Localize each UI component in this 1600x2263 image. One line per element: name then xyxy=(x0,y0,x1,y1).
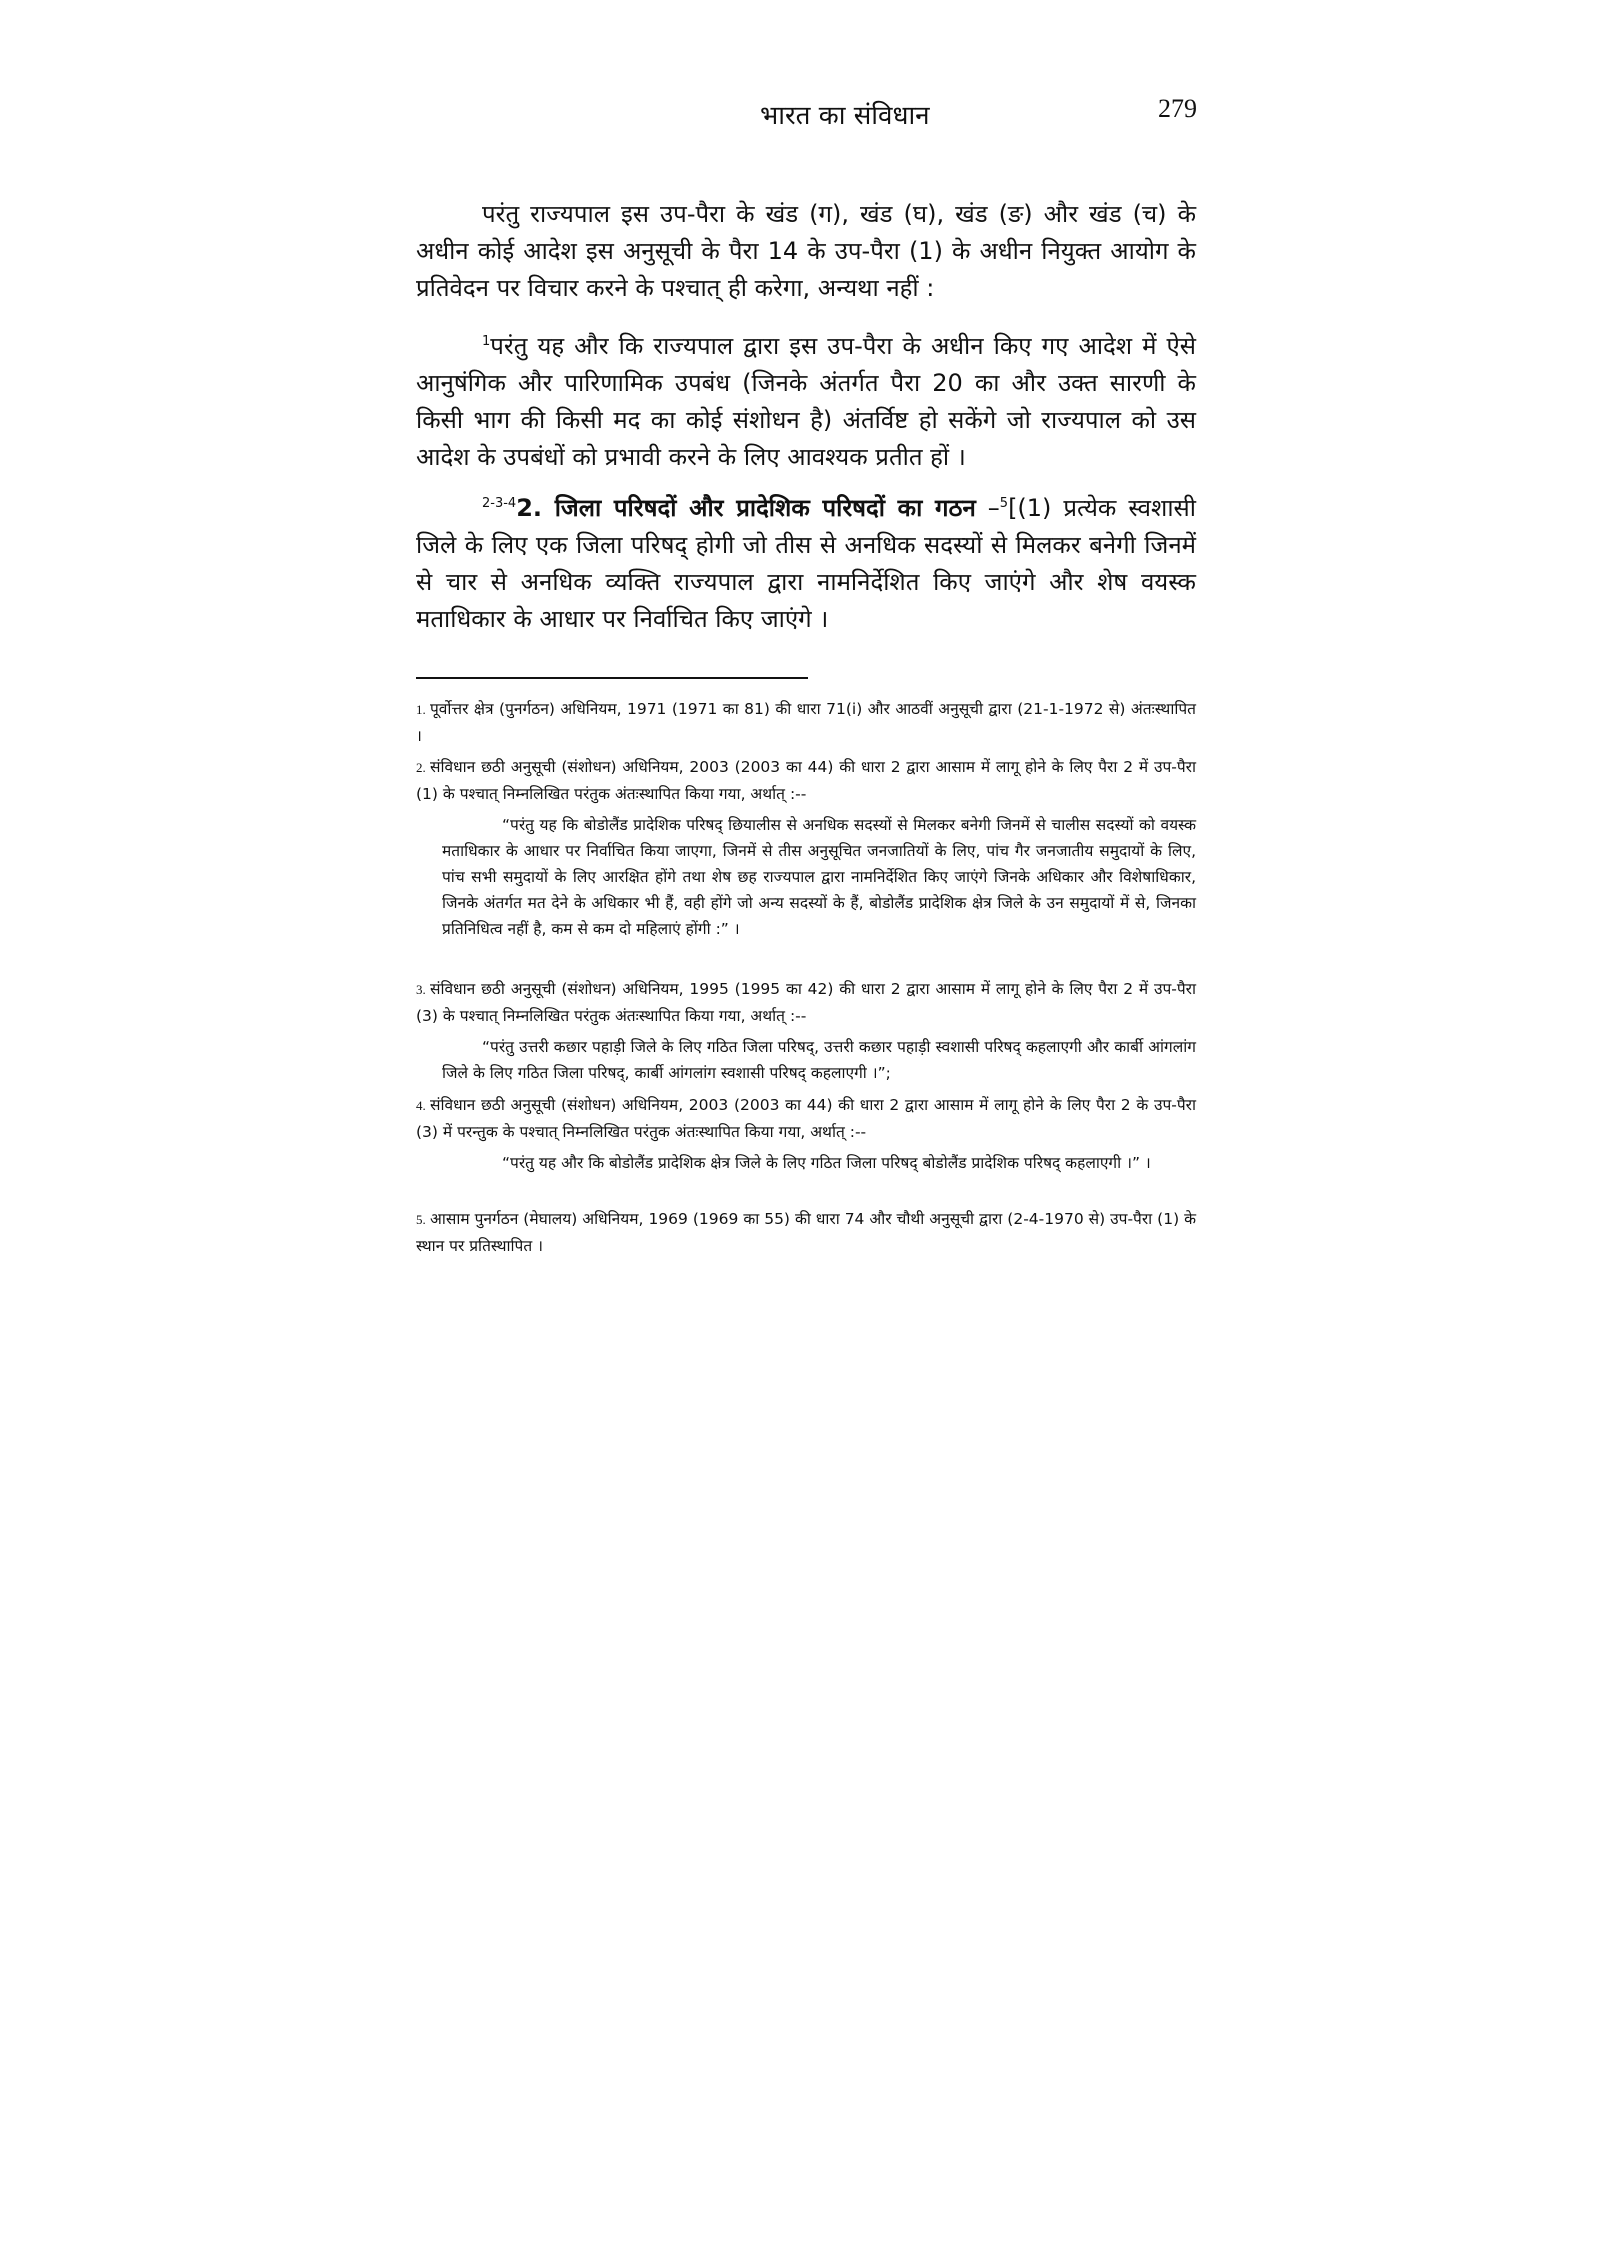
running-header-title: भारत का संविधान xyxy=(760,101,930,131)
footnote-3-quotation: “परंतु उत्तरी कछार पहाड़ी जिले के लिए गठित जिला परिषद्, उत्तरी कछार पहाड़ी स्वशासी परिषद् कहलाएगी और कार्बी आंगलांग जिले के लिए गठित जिला परिषद्, कार्बी आंगलांग स्वशासी परिषद् कहलाएगी ।”; xyxy=(442,1038,1196,1082)
footnote-4-quotation: “परंतु यह और कि बोडोलैंड प्रादेशिक क्षेत्र जिले के लिए गठित जिला परिषद् बोडोलैंड प्रादेशिक परिषद् कहलाएगी ।” । xyxy=(502,1154,1151,1172)
footnote-2 xyxy=(416,754,1196,807)
footnote-2-quotation: “परंतु यह कि बोडोलैंड प्रादेशिक परिषद् छियालीस से अनधिक सदस्यों से मिलकर बनेगी जिनमें से चालीस सदस्यों को वयस्क मताधिकार के आधार पर निर्वाचित किया जाएगा, जिनमें से तीस अनुसूचित जनजातियों के लिए, पांच गैर जनजातीय समुदायों के लिए, पांच सभी समुदायों के लिए आरक्षित होंगे तथा शेष छह राज्यपाल द्वारा नामनिर्देशित किए जाएंगे जिनके अधिकार और विशेषाधिकार, जिनके अंतर्गत मत देने के अधिकार भी हैं, वही होंगे जो अन्य सदस्यों के हैं, बोडोलैंड प्रादेशिक क्षेत्र जिले के उन समुदायों में से, जिनका प्रतिनिधित्व नहीं है, कम से कम दो महिलाएं होंगी :” । xyxy=(442,816,1196,938)
footnote-reference: 2-3-4 xyxy=(482,496,517,511)
footnote-number: 4. xyxy=(416,1098,426,1113)
footnote-text: संविधान छठी अनुसूची (संशोधन) अधिनियम, 2003 (2003 का 44) की धारा 2 द्वारा आसाम में लागू होने के लिए पैरा 2 में उप-पैरा (1) के पश्चात् निम्नलिखित परंतुक अंतःस्थापित किया गया, अर्थात् :-- xyxy=(416,758,1196,803)
body-paragraph-3 xyxy=(416,490,1196,638)
footnote-reference: 5 xyxy=(999,496,1009,511)
footnote-4 xyxy=(416,1092,1196,1145)
footnote-text: संविधान छठी अनुसूची (संशोधन) अधिनियम, 1995 (1995 का 42) की धारा 2 द्वारा आसाम में लागू होने के लिए पैरा 2 में उप-पैरा (3) के पश्चात् निम्नलिखित परंतुक अंतःस्थापित किया गया, अर्थात् :-- xyxy=(416,980,1196,1025)
paragraph-text: [(1) प्रत्येक स्वशासी जिले के लिए एक जिला परिषद् होगी जो तीस से अनधिक सदस्यों से मिलकर बनेगी जिनमें से चार से अनधिक व्यक्ति राज्यपाल द्वारा नामनिर्देशित किए जाएंगे और शेष वयस्क मताधिकार के आधार पर निर्वाचित किए जाएंगे । xyxy=(416,494,1196,633)
footnote-number: 3. xyxy=(416,982,426,997)
footnote-reference: 1 xyxy=(482,334,491,349)
footnote-3 xyxy=(416,976,1196,1029)
footnote-1 xyxy=(416,696,1196,749)
footnote-text: संविधान छठी अनुसूची (संशोधन) अधिनियम, 2003 (2003 का 44) की धारा 2 द्वारा आसाम में लागू होने के लिए पैरा 2 के उप-पैरा (3) में परन्तुक के पश्चात् निम्नलिखित परंतुक अंतःस्थापित किया गया, अर्थात् :-- xyxy=(416,1096,1196,1141)
footnote-number: 1. xyxy=(416,702,426,717)
footnote-5 xyxy=(416,1206,1196,1259)
heading-dash: – xyxy=(975,494,1000,522)
footnote-number: 5. xyxy=(416,1212,426,1227)
paragraph-text: परंतु यह और कि राज्यपाल द्वारा इस उप-पैरा के अधीन किए गए आदेश में ऐसे आनुषंगिक और पारिणामिक उपबंध (जिनके अंतर्गत पैरा 20 का और उक्त सारणी के किसी भाग की किसी मद का कोई संशोधन है) अंतर्विष्ट हो सकेंगे जो राज्यपाल को उस आदेश के उपबंधों को प्रभावी करने के लिए आवश्यक प्रतीत हों । xyxy=(416,332,1196,471)
page-number: 279 xyxy=(1158,94,1197,123)
section-heading: 2. जिला परिषदों और प्रादेशिक परिषदों का गठन xyxy=(516,494,976,522)
body-paragraph-2 xyxy=(416,328,1196,476)
footnote-separator xyxy=(416,677,808,679)
paragraph-text: परंतु राज्यपाल इस उप-पैरा के खंड (ग), खंड (घ), खंड (ङ) और खंड (च) के अधीन कोई आदेश इस अनुसूची के पैरा 14 के उप-पैरा (1) के अधीन नियुक्त आयोग के प्रतिवेदन पर विचार करने के पश्चात् ही करेगा, अन्यथा नहीं : xyxy=(416,200,1196,302)
body-paragraph-1 xyxy=(416,196,1196,307)
footnote-number: 2. xyxy=(416,760,426,775)
footnote-text: आसाम पुनर्गठन (मेघालय) अधिनियम, 1969 (1969 का 55) की धारा 74 और चौथी अनुसूची द्वारा (2-4-1970 से) उप-पैरा (1) के स्थान पर प्रतिस्थापित । xyxy=(416,1210,1196,1255)
footnote-text: पूर्वोत्तर क्षेत्र (पुनर्गठन) अधिनियम, 1971 (1971 का 81) की धारा 71(i) और आठवीं अनुसूची द्वारा (21-1-1972 से) अंतःस्थापित । xyxy=(416,700,1196,745)
